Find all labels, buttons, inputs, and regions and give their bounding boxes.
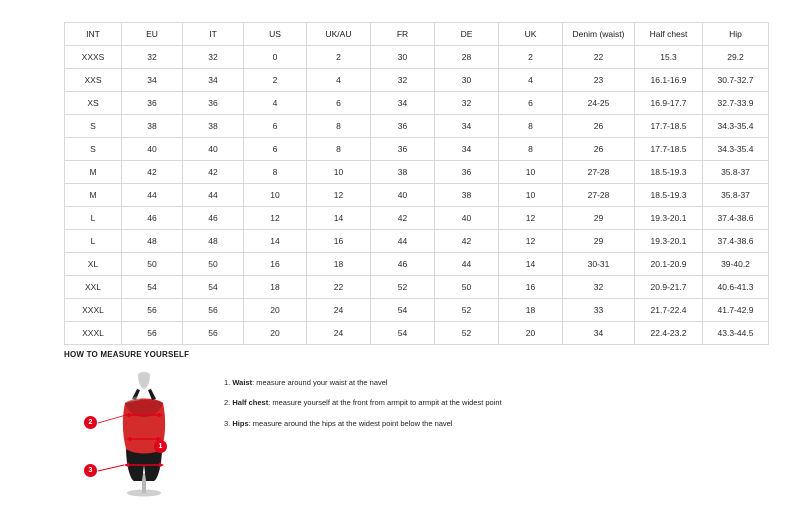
table-cell: 12 <box>499 207 563 230</box>
table-row <box>65 46 769 69</box>
table-cell: 26 <box>563 115 635 138</box>
table-cell: 22 <box>307 276 371 299</box>
table-cell: XXXS <box>65 46 122 69</box>
table-row <box>65 69 769 92</box>
table-cell: 54 <box>122 276 183 299</box>
mannequin-icon <box>82 369 202 499</box>
table-cell: 52 <box>371 276 435 299</box>
table-cell: 38 <box>371 161 435 184</box>
table-cell: 34.3-35.4 <box>703 115 769 138</box>
table-cell: 36 <box>435 161 499 184</box>
measurement-note <box>224 379 736 387</box>
table-cell: 40 <box>435 207 499 230</box>
table-cell: 46 <box>183 207 244 230</box>
size-conversion-table <box>64 22 769 345</box>
table-cell: 26 <box>563 138 635 161</box>
table-cell: XXXL <box>65 299 122 322</box>
table-cell: 42 <box>435 230 499 253</box>
table-cell: 35.8-37 <box>703 161 769 184</box>
table-cell: 37.4-38.6 <box>703 207 769 230</box>
mannequin-figure <box>82 369 202 499</box>
table-cell: 19.3-20.1 <box>635 207 703 230</box>
table-cell: 4 <box>499 69 563 92</box>
table-cell: 33 <box>563 299 635 322</box>
table-cell: 32 <box>183 46 244 69</box>
table-header-cell: FR <box>371 23 435 46</box>
table-header-cell: UK/AU <box>307 23 371 46</box>
table-cell: 22 <box>563 46 635 69</box>
waist-marker: 1 <box>154 440 167 453</box>
table-cell: 10 <box>244 184 307 207</box>
measurement-note <box>224 399 736 407</box>
table-cell: 34 <box>122 69 183 92</box>
table-cell: 36 <box>371 115 435 138</box>
table-cell: 4 <box>244 92 307 115</box>
note-text: : measure yourself at the front from armpit to armpit at the widest point <box>268 398 502 408</box>
table-cell: 28 <box>435 46 499 69</box>
table-cell: 15.3 <box>635 46 703 69</box>
table-cell: 56 <box>122 299 183 322</box>
size-table-container <box>64 22 754 345</box>
table-cell: 6 <box>307 92 371 115</box>
table-header-cell: IT <box>183 23 244 46</box>
table-cell: 44 <box>371 230 435 253</box>
table-cell: 44 <box>183 184 244 207</box>
table-cell: 36 <box>183 92 244 115</box>
note-term: Waist <box>232 378 253 387</box>
table-cell: 54 <box>371 299 435 322</box>
table-cell: 30-31 <box>563 253 635 276</box>
table-header-cell: UK <box>499 23 563 46</box>
table-cell: 2 <box>499 46 563 69</box>
table-cell: 52 <box>435 322 499 345</box>
table-cell: 43.3-44.5 <box>703 322 769 345</box>
table-cell: 18.5-19.3 <box>635 184 703 207</box>
table-row <box>65 230 769 253</box>
table-cell: 32 <box>371 69 435 92</box>
table-cell: 44 <box>435 253 499 276</box>
table-cell: 34.3-35.4 <box>703 138 769 161</box>
table-cell: 18 <box>307 253 371 276</box>
table-cell: 10 <box>499 161 563 184</box>
table-cell: 39-40.2 <box>703 253 769 276</box>
table-cell: 21.7-22.4 <box>635 299 703 322</box>
table-cell: 54 <box>371 322 435 345</box>
table-cell: 54 <box>183 276 244 299</box>
table-row <box>65 299 769 322</box>
table-cell: XL <box>65 253 122 276</box>
table-cell: 38 <box>122 115 183 138</box>
table-cell: XXS <box>65 69 122 92</box>
table-cell: 40 <box>122 138 183 161</box>
table-cell: 40 <box>371 184 435 207</box>
table-cell: 24 <box>307 299 371 322</box>
table-cell: 14 <box>499 253 563 276</box>
table-cell: 22.4-23.2 <box>635 322 703 345</box>
note-text: : measure around your waist at the navel <box>252 378 388 387</box>
table-cell: 6 <box>499 92 563 115</box>
how-to-measure-title: HOW TO MEASURE YOURSELF <box>64 350 190 359</box>
table-cell: 20 <box>499 322 563 345</box>
measurement-note <box>224 420 736 428</box>
table-cell: 0 <box>244 46 307 69</box>
table-cell: 2 <box>307 46 371 69</box>
table-row <box>65 207 769 230</box>
table-cell: 41.7-42.9 <box>703 299 769 322</box>
table-cell: 24 <box>307 322 371 345</box>
table-cell: 30.7-32.7 <box>703 69 769 92</box>
table-cell: 16 <box>244 253 307 276</box>
table-cell: 30 <box>371 46 435 69</box>
table-cell: 38 <box>183 115 244 138</box>
table-cell: 56 <box>183 299 244 322</box>
table-row <box>65 161 769 184</box>
table-cell: 34 <box>435 115 499 138</box>
table-cell: M <box>65 161 122 184</box>
table-cell: 8 <box>499 138 563 161</box>
table-cell: 29.2 <box>703 46 769 69</box>
note-text: : measure around the hips at the widest point below the navel <box>248 418 453 428</box>
table-cell: 8 <box>307 115 371 138</box>
table-cell: 16.9-17.7 <box>635 92 703 115</box>
table-cell: 35.8-37 <box>703 184 769 207</box>
measurement-notes <box>224 369 736 440</box>
note-number: 2. <box>224 398 231 408</box>
table-cell: 17.7-18.5 <box>635 115 703 138</box>
table-cell: 4 <box>307 69 371 92</box>
table-cell: 8 <box>499 115 563 138</box>
table-cell: 24-25 <box>563 92 635 115</box>
table-cell: 17.7-18.5 <box>635 138 703 161</box>
table-cell: 34 <box>183 69 244 92</box>
table-cell: 34 <box>371 92 435 115</box>
table-cell: 20 <box>244 322 307 345</box>
table-cell: 32 <box>563 276 635 299</box>
table-cell: 40 <box>183 138 244 161</box>
table-cell: 10 <box>499 184 563 207</box>
hips-marker: 3 <box>84 464 97 477</box>
table-cell: 56 <box>122 322 183 345</box>
table-cell: 12 <box>307 184 371 207</box>
table-cell: 50 <box>435 276 499 299</box>
table-cell: 40.6-41.3 <box>703 276 769 299</box>
table-cell: 16 <box>307 230 371 253</box>
table-cell: 20.9-21.7 <box>635 276 703 299</box>
table-header-cell: Hip <box>703 23 769 46</box>
table-cell: 42 <box>122 161 183 184</box>
table-cell: 12 <box>244 207 307 230</box>
table-row <box>65 138 769 161</box>
note-number: 1. <box>224 378 231 387</box>
table-cell: 50 <box>183 253 244 276</box>
table-cell: 36 <box>122 92 183 115</box>
table-cell: 38 <box>435 184 499 207</box>
table-cell: 29 <box>563 207 635 230</box>
table-cell: 19.3-20.1 <box>635 230 703 253</box>
table-cell: 20.1-20.9 <box>635 253 703 276</box>
table-cell: 32.7-33.9 <box>703 92 769 115</box>
table-cell: 18 <box>244 276 307 299</box>
table-cell: M <box>65 184 122 207</box>
table-cell: 48 <box>183 230 244 253</box>
table-cell: 23 <box>563 69 635 92</box>
table-header-cell: EU <box>122 23 183 46</box>
table-cell: 52 <box>435 299 499 322</box>
table-header-row <box>65 23 769 46</box>
table-header-cell: Denim (waist) <box>563 23 635 46</box>
table-cell: 12 <box>499 230 563 253</box>
table-cell: 37.4-38.6 <box>703 230 769 253</box>
how-to-measure-section <box>64 350 736 499</box>
table-cell: S <box>65 138 122 161</box>
table-cell: 44 <box>122 184 183 207</box>
table-header-cell: DE <box>435 23 499 46</box>
table-cell: 46 <box>371 253 435 276</box>
table-cell: 16 <box>499 276 563 299</box>
note-number: 3. <box>224 418 231 428</box>
note-term: Half chest <box>232 398 269 408</box>
table-cell: 18.5-19.3 <box>635 161 703 184</box>
table-cell: 36 <box>371 138 435 161</box>
table-row <box>65 115 769 138</box>
table-row <box>65 253 769 276</box>
table-cell: 34 <box>435 138 499 161</box>
table-cell: 6 <box>244 115 307 138</box>
table-row <box>65 322 769 345</box>
table-cell: 34 <box>563 322 635 345</box>
table-cell: 42 <box>371 207 435 230</box>
table-row <box>65 276 769 299</box>
table-header-cell: Half chest <box>635 23 703 46</box>
table-cell: 8 <box>244 161 307 184</box>
table-cell: 10 <box>307 161 371 184</box>
table-cell: 16.1-16.9 <box>635 69 703 92</box>
table-header-cell: INT <box>65 23 122 46</box>
half-chest-marker: 2 <box>84 416 97 429</box>
table-cell: 30 <box>435 69 499 92</box>
table-cell: 8 <box>307 138 371 161</box>
table-cell: L <box>65 207 122 230</box>
table-cell: 42 <box>183 161 244 184</box>
table-cell: 27-28 <box>563 184 635 207</box>
table-cell: 6 <box>244 138 307 161</box>
table-cell: XXXL <box>65 322 122 345</box>
note-term: Hips <box>232 418 249 428</box>
table-row <box>65 184 769 207</box>
table-cell: 20 <box>244 299 307 322</box>
table-cell: 56 <box>183 322 244 345</box>
table-cell: 18 <box>499 299 563 322</box>
table-cell: 50 <box>122 253 183 276</box>
table-cell: 14 <box>244 230 307 253</box>
table-cell: XS <box>65 92 122 115</box>
table-cell: 32 <box>122 46 183 69</box>
table-cell: 48 <box>122 230 183 253</box>
table-cell: 29 <box>563 230 635 253</box>
table-cell: 2 <box>244 69 307 92</box>
table-cell: S <box>65 115 122 138</box>
how-to-measure-body <box>64 369 736 499</box>
table-cell: 27-28 <box>563 161 635 184</box>
table-row <box>65 92 769 115</box>
table-cell: L <box>65 230 122 253</box>
table-cell: 32 <box>435 92 499 115</box>
table-cell: 46 <box>122 207 183 230</box>
table-cell: 14 <box>307 207 371 230</box>
table-header-cell: US <box>244 23 307 46</box>
table-cell: XXL <box>65 276 122 299</box>
